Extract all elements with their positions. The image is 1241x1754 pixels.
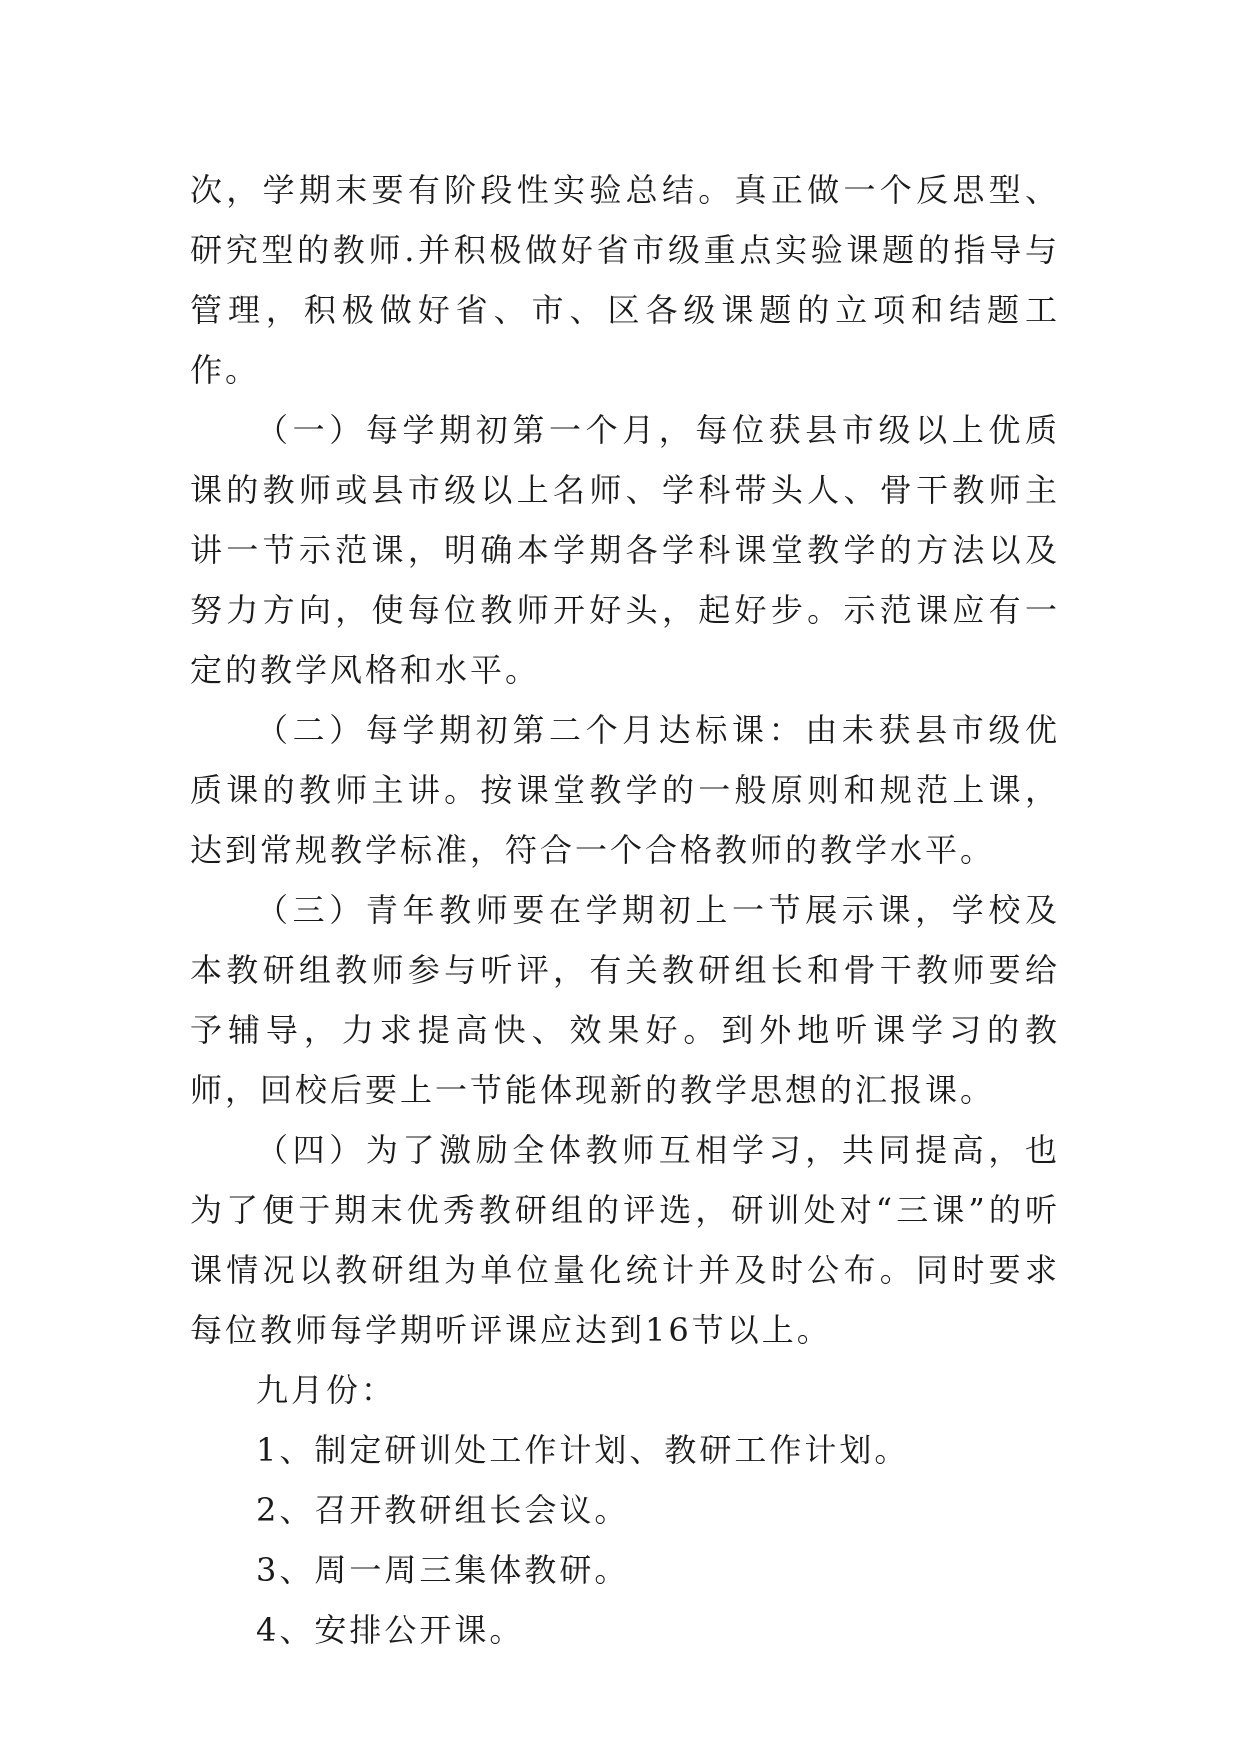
list-item: 3、周一周三集体教研。 <box>256 1551 630 1589</box>
list-item: 2、召开教研组长会议。 <box>256 1491 630 1529</box>
document-body <box>190 160 1060 1660</box>
paragraph-item-2: （二）每学期初第二个月达标课：由未获县市级优质课的教师主讲。按课堂教学的一般原则和规范上课，达到常规教学标准，符合一个合格教师的教学水平。 <box>190 711 1060 869</box>
list-item: 1、制定研训处工作计划、教研工作计划。 <box>256 1431 910 1469</box>
paragraph-continuation: 次，学期末要有阶段性实验总结。真正做一个反思型、研究型的教师.并积极做好省市级重点实验课题的指导与管理，积极做好省、市、区各级课题的立项和结题工作。 <box>190 171 1060 389</box>
section-heading-september: 九月份： <box>256 1371 397 1409</box>
paragraph-item-3: （三）青年教师要在学期初上一节展示课，学校及本教研组教师参与听评，有关教研组长和骨干教师要给予辅导，力求提高快、效果好。到外地听课学习的教师，回校后要上一节能体现新的教学思想的汇报课。 <box>190 891 1060 1109</box>
paragraph-item-1: （一）每学期初第一个月，每位获县市级以上优质课的教师或县市级以上名师、学科带头人、骨干教师主讲一节示范课，明确本学期各学科课堂教学的方法以及努力方向，使每位教师开好头，起好步。示范课应有一定的教学风格和水平。 <box>190 411 1060 689</box>
paragraph-item-4: （四）为了激励全体教师互相学习，共同提高，也为了便于期末优秀教研组的评选，研训处对“三课”的听课情况以教研组为单位量化统计并及时公布。同时要求每位教师每学期听评课应达到16节以上。 <box>190 1131 1060 1349</box>
list-item: 4、安排公开课。 <box>256 1611 525 1649</box>
